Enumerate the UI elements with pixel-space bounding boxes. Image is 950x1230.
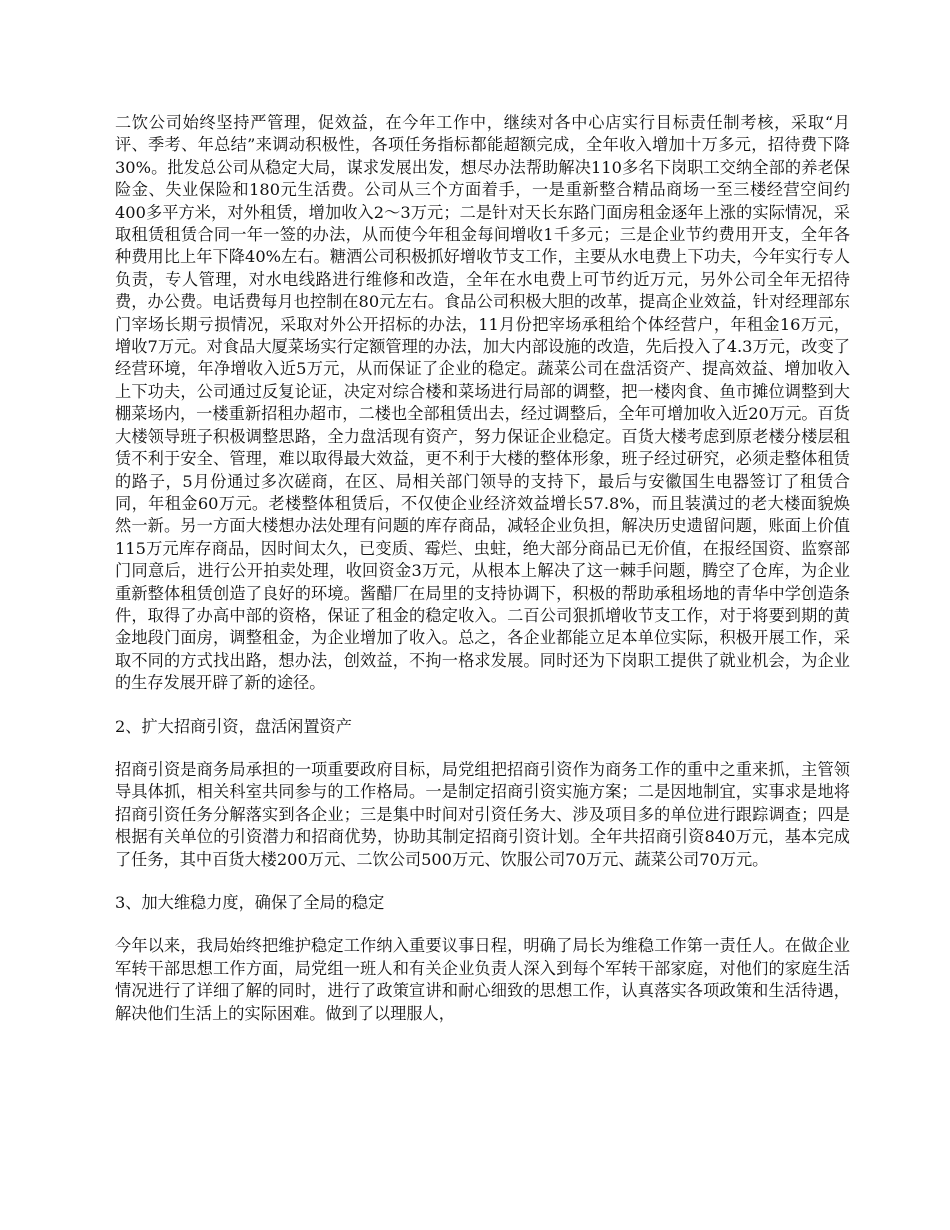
document-body [115,112,850,1046]
body-paragraph-3: 今年以来，我局始终把维护稳定工作纳入重要议事日程，明确了局长为维稳工作第一责任人。在做企业军转干部思想工作方面，局党组一班人和有关企业负责人深入到每个军转干部家庭，对他们的家庭生活情况进行了详细了解的同时，进行了政策宣讲和耐心细致的思想工作，认真落实各项政策和生活待遇，解决他们生活上的实际困难。做到了以理服人， [115,936,850,1023]
body-paragraph-1: 二饮公司始终坚持严管理，促效益，在今年工作中，继续对各中心店实行目标责任制考核，采取“月评、季考、年总结”来调动积极性，各项任务指标都能超额完成，全年收入增加十万多元，招待费下降30%。批发总公司从稳定大局，谋求发展出发，想尽办法帮助解决110多名下岗职工交纳全部的养老保险金、失业保险和180元生活费。公司从三个方面着手，一是重新整合精品商场一至三楼经营空间约400多平方米，对外租赁，增加收入2～3万元；二是针对天长东路门面房租金逐年上涨的实际情况，采取租赁租赁合同一年一签的办法，从而使今年租金每间增收1千多元；三是企业节约费用开支，全年各种费用比上年下降40%左右。糖酒公司积极抓好增收节支工作，主要从水电费上下功夫，今年实行专人负责，专人管理，对水电线路进行维修和改造，全年在水电费上可节约近万元，另外公司全年无招待费，办公费。电话费每月也控制在80元左右。食品公司积极大胆的改革，提高企业效益，针对经理部东门宰场长期亏损情况，采取对外公开招标的办法，11月份把宰场承租给个体经营户，年租金16万元，增收7万元。对食品大厦菜场实行定额管理的办法，加大内部设施的改造，先后投入了4.3万元，改变了经营环境，年净增收入近5万元，从而保证了企业的稳定。蔬菜公司在盘活资产、提高效益、增加收入上下功夫，公司通过反复论证，决定对综合楼和菜场进行局部的调整，把一楼肉食、鱼市摊位调整到大棚菜场内，一楼重新招租办超市，二楼也全部租赁出去，经过调整后，全年可增加收入近20万元。百货大楼领导班子积极调整思路，全力盘活现有资产，努力保证企业稳定。百货大楼考虑到原老楼分楼层租赁不利于安全、管理，难以取得最大效益，更不利于大楼的整体形象，班子经过研究，必须走整体租赁的路子，5月份通过多次磋商，在区、局相关部门领导的支持下，最后与安徽国生电器签订了租赁合同，年租金60万元。老楼整体租赁后，不仅使企业经济效益增长57.8%，而且装潢过的老大楼面貌焕然一新。另一方面大楼想办法处理有问题的库存商品，减轻企业负担，解决历史遗留问题，账面上价值115万元库存商品，因时间太久，已变质、霉烂、虫蛀，绝大部分商品已无价值，在报经国资、监察部门同意后，进行公开拍卖处理，收回资金3万元，从根本上解决了这一棘手问题，腾空了仓库，为企业重新整体租赁创造了良好的环境。酱醋厂在局里的支持协调下，积极的帮助承租场地的青华中学创造条件，取得了办高中部的资格，保证了租金的稳定收入。二百公司狠抓增收节支工作，对于将要到期的黄金地段门面房，调整租金，为企业增加了收入。总之，各企业都能立足本单位实际，积极开展工作，采取不同的方式找出路，想办法，创效益，不拘一格求发展。同时还为下岗职工提供了就业机会，为企业的生存发展开辟了新的途径。 [115,113,850,693]
section-heading-2: 2、扩大招商引资，盘活闲置资产 [115,716,352,736]
body-paragraph-2: 招商引资是商务局承担的一项重要政府目标，局党组把招商引资作为商务工作的重中之重来抓，主管领导具体抓，相关科室共同参与的工作格局。一是制定招商引资实施方案；二是因地制宜，实事求是地将招商引资任务分解落实到各企业；三是集中时间对引资任务大、涉及项目多的单位进行跟踪调查；四是根据有关单位的引资潜力和招商优势，协助其制定招商引资计划。全年共招商引资840万元，基本完成了任务，其中百货大楼200万元、二饮公司500万元、饮服公司70万元、蔬菜公司70万元。 [115,759,850,869]
section-heading-3: 3、加大维稳力度，确保了全局的稳定 [115,893,385,912]
